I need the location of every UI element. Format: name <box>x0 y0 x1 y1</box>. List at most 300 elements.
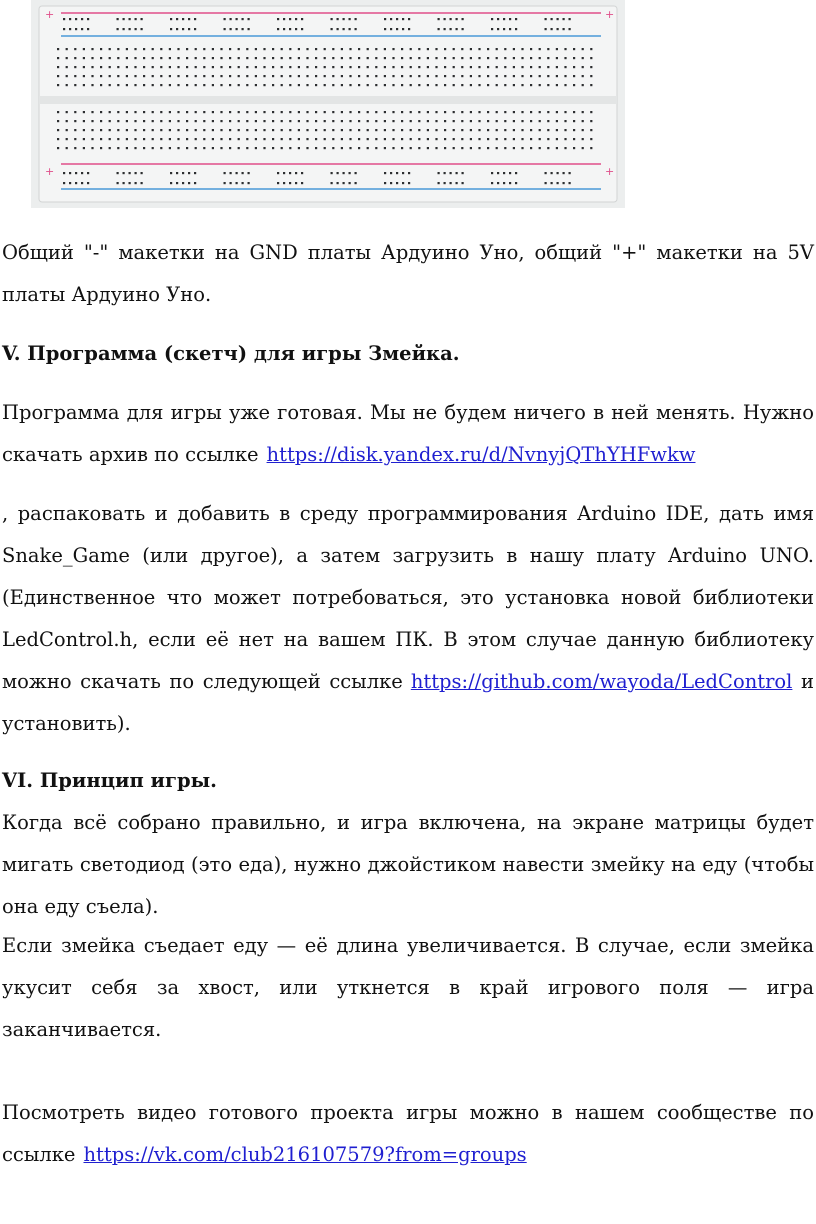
breadboard-hole <box>129 18 131 20</box>
breadboard-hole <box>496 57 498 59</box>
breadboard-hole <box>513 84 515 86</box>
breadboard-hole <box>255 75 257 77</box>
breadboard-hole <box>461 84 463 86</box>
breadboard-hole <box>263 48 265 50</box>
breadboard-hole <box>75 172 77 174</box>
breadboard-hole <box>255 57 257 59</box>
breadboard-hole <box>160 147 162 149</box>
breadboard-hole <box>143 84 145 86</box>
breadboard-hole <box>238 138 240 140</box>
breadboard-hole <box>109 48 111 50</box>
breadboard-hole <box>66 129 68 131</box>
breadboard-hole <box>255 84 257 86</box>
breadboard-hole <box>66 75 68 77</box>
breadboard-hole <box>63 172 65 174</box>
breadboard-hole <box>358 75 360 77</box>
breadboard-hole <box>134 75 136 77</box>
breadboard-hole <box>444 147 446 149</box>
breadboard-hole <box>100 66 102 68</box>
breadboard-hole <box>186 120 188 122</box>
breadboard-hole <box>186 111 188 113</box>
breadboard-hole <box>521 66 523 68</box>
breadboard-hole <box>332 138 334 140</box>
breadboard-hole <box>551 28 553 30</box>
breadboard-hole <box>169 138 171 140</box>
breadboard-hole <box>582 48 584 50</box>
breadboard-hole <box>83 147 85 149</box>
breadboard-hole <box>324 75 326 77</box>
breadboard-hole <box>563 172 565 174</box>
breadboard-hole <box>478 138 480 140</box>
breadboard-hole <box>117 28 119 30</box>
breadboard-hole <box>230 18 232 20</box>
breadboard-hole <box>126 84 128 86</box>
breadboard-hole <box>272 57 274 59</box>
breadboard-hole <box>109 57 111 59</box>
breadboard-hole <box>203 147 205 149</box>
breadboard-hole <box>478 120 480 122</box>
breadboard-hole <box>408 182 410 184</box>
breadboard-hole <box>134 66 136 68</box>
breadboard-hole <box>453 75 455 77</box>
breadboard-hole <box>195 84 197 86</box>
breadboard-hole <box>496 75 498 77</box>
breadboard-hole <box>169 84 171 86</box>
breadboard-hole <box>126 48 128 50</box>
breadboard-hole <box>478 57 480 59</box>
breadboard-hole <box>453 111 455 113</box>
breadboard-hole <box>301 172 303 174</box>
breadboard-hole <box>176 172 178 174</box>
breadboard-hole <box>461 57 463 59</box>
breadboard-hole <box>83 111 85 113</box>
breadboard-hole <box>272 48 274 50</box>
breadboard-hole <box>530 48 532 50</box>
breadboard-hole <box>337 172 339 174</box>
breadboard-hole <box>212 111 214 113</box>
breadboard-hole <box>272 75 274 77</box>
breadboard-hole <box>341 120 343 122</box>
breadboard-hole <box>246 120 248 122</box>
breadboard-hole <box>367 48 369 50</box>
breadboard-hole <box>470 147 472 149</box>
breadboard-hole <box>590 84 592 86</box>
breadboard-hole <box>176 18 178 20</box>
breadboard-hole <box>557 182 559 184</box>
breadboard-hole <box>134 129 136 131</box>
breadboard-hole <box>324 138 326 140</box>
breadboard-hole <box>188 182 190 184</box>
breadboard-hole <box>539 138 541 140</box>
breadboard-hole <box>220 129 222 131</box>
breadboard-hole <box>186 75 188 77</box>
breadboard-hole <box>246 75 248 77</box>
breadboard-hole <box>503 18 505 20</box>
breadboard-hole <box>230 182 232 184</box>
breadboard-hole <box>341 138 343 140</box>
paragraph-install-tail: и установить). <box>2 670 815 735</box>
breadboard-hole <box>255 66 257 68</box>
breadboard-hole <box>117 66 119 68</box>
breadboard-hole <box>392 84 394 86</box>
breadboard-hole <box>220 75 222 77</box>
breadboard-hole <box>100 120 102 122</box>
breadboard-hole <box>74 120 76 122</box>
breadboard-hole <box>195 120 197 122</box>
breadboard-hole <box>375 48 377 50</box>
breadboard-hole <box>194 182 196 184</box>
breadboard-hole <box>246 138 248 140</box>
breadboard-hole <box>435 57 437 59</box>
breadboard-hole <box>358 48 360 50</box>
breadboard-hole <box>390 172 392 174</box>
breadboard-hole <box>315 129 317 131</box>
breadboard-hole <box>438 28 440 30</box>
breadboard-hole <box>590 120 592 122</box>
breadboard-hole <box>444 18 446 20</box>
breadboard-hole <box>57 120 59 122</box>
breadboard-hole <box>143 147 145 149</box>
breadboard-hole <box>456 18 458 20</box>
breadboard-hole <box>444 129 446 131</box>
breadboard-hole <box>556 57 558 59</box>
breadboard-hole <box>229 138 231 140</box>
breadboard-hole <box>238 84 240 86</box>
breadboard-hole <box>263 120 265 122</box>
breadboard-hole <box>152 75 154 77</box>
breadboard-hole <box>461 75 463 77</box>
breadboard-hole <box>83 75 85 77</box>
breadboard-hole <box>272 84 274 86</box>
breadboard-hole <box>195 66 197 68</box>
breadboard-hole <box>530 147 532 149</box>
breadboard-hole <box>91 75 93 77</box>
breadboard-hole <box>281 66 283 68</box>
breadboard-hole <box>229 57 231 59</box>
breadboard-hole <box>81 28 83 30</box>
breadboard-hole <box>515 172 517 174</box>
breadboard-hole <box>418 84 420 86</box>
breadboard-hole <box>487 66 489 68</box>
breadboard-hole <box>281 57 283 59</box>
breadboard-hole <box>521 75 523 77</box>
breadboard-hole <box>341 111 343 113</box>
breadboard-hole <box>367 57 369 59</box>
breadboard-hole <box>410 57 412 59</box>
breadboard-hole <box>497 172 499 174</box>
breadboard-hole <box>453 138 455 140</box>
breadboard-hole <box>186 129 188 131</box>
breadboard-hole <box>117 57 119 59</box>
breadboard-hole <box>513 75 515 77</box>
breadboard-hole <box>83 120 85 122</box>
breadboard-hole <box>324 129 326 131</box>
breadboard-hole <box>556 138 558 140</box>
breadboard-hole <box>134 48 136 50</box>
breadboard-hole <box>143 129 145 131</box>
breadboard-hole <box>402 182 404 184</box>
breadboard-hole <box>444 172 446 174</box>
breadboard-hole <box>461 48 463 50</box>
breadboard-hole <box>129 28 131 30</box>
breadboard-hole <box>177 84 179 86</box>
breadboard-hole <box>551 182 553 184</box>
breadboard-hole <box>496 48 498 50</box>
breadboard-hole <box>573 147 575 149</box>
breadboard-hole <box>281 84 283 86</box>
breadboard-hole <box>590 138 592 140</box>
breadboard-hole <box>295 172 297 174</box>
breadboard-hole <box>461 120 463 122</box>
breadboard-hole <box>331 172 333 174</box>
breadboard-hole <box>91 147 93 149</box>
breadboard-hole <box>427 138 429 140</box>
breadboard-hole <box>384 182 386 184</box>
breadboard-hole <box>69 182 71 184</box>
breadboard-hole <box>564 75 566 77</box>
breadboard-hole <box>298 111 300 113</box>
breadboard-hole <box>281 129 283 131</box>
breadboard-hole <box>435 75 437 77</box>
breadboard-hole <box>212 57 214 59</box>
breadboard-hole <box>229 129 231 131</box>
breadboard-hole <box>521 111 523 113</box>
breadboard-hole <box>509 28 511 30</box>
breadboard-hole <box>182 18 184 20</box>
breadboard-hole <box>564 129 566 131</box>
breadboard-hole <box>427 66 429 68</box>
yandex-disk-link[interactable]: https://disk.yandex.ru/d/NvnyjQThYHFwkw <box>266 443 696 466</box>
center-channel <box>39 96 617 104</box>
breadboard-hole <box>418 147 420 149</box>
breadboard-hole <box>331 182 333 184</box>
breadboard-hole <box>453 147 455 149</box>
breadboard-hole <box>242 172 244 174</box>
breadboard-hole <box>63 28 65 30</box>
breadboard-hole <box>306 75 308 77</box>
breadboard-hole <box>408 28 410 30</box>
breadboard-hole <box>129 182 131 184</box>
breadboard-hole <box>220 138 222 140</box>
breadboard-hole <box>182 28 184 30</box>
breadboard-hole <box>69 172 71 174</box>
breadboard-hole <box>229 84 231 86</box>
breadboard-hole <box>100 48 102 50</box>
breadboard-hole <box>230 172 232 174</box>
breadboard-hole <box>556 66 558 68</box>
breadboard-hole <box>358 111 360 113</box>
breadboard-hole <box>66 57 68 59</box>
breadboard-hole <box>170 182 172 184</box>
github-ledcontrol-link[interactable]: https://github.com/wayoda/LedControl <box>410 670 793 693</box>
breadboard-hole <box>427 147 429 149</box>
breadboard-hole <box>435 84 437 86</box>
breadboard-hole <box>332 84 334 86</box>
breadboard-hole <box>143 138 145 140</box>
breadboard-hole <box>272 120 274 122</box>
breadboard-hole <box>117 138 119 140</box>
breadboard-hole <box>186 66 188 68</box>
breadboard-hole <box>203 120 205 122</box>
breadboard-hole <box>564 57 566 59</box>
breadboard-hole <box>513 138 515 140</box>
breadboard-hole <box>109 120 111 122</box>
breadboard-hole <box>504 111 506 113</box>
breadboard-hole <box>384 57 386 59</box>
breadboard-hole <box>547 84 549 86</box>
section-5-heading <box>2 333 814 375</box>
breadboard-hole <box>530 138 532 140</box>
breadboard-hole <box>521 147 523 149</box>
breadboard-hole <box>418 138 420 140</box>
breadboard-hole <box>315 57 317 59</box>
breadboard-hole <box>315 120 317 122</box>
breadboard-hole <box>590 147 592 149</box>
breadboard-hole <box>281 120 283 122</box>
breadboard-hole <box>569 172 571 174</box>
breadboard-hole <box>100 75 102 77</box>
breadboard-hole <box>224 172 226 174</box>
breadboard-hole <box>242 182 244 184</box>
breadboard-hole <box>277 28 279 30</box>
breadboard-hole <box>141 182 143 184</box>
breadboard-hole <box>272 147 274 149</box>
breadboard-hole <box>496 111 498 113</box>
breadboard-hole <box>74 129 76 131</box>
breadboard-hole <box>358 138 360 140</box>
breadboard-hole <box>160 66 162 68</box>
breadboard-hole <box>396 172 398 174</box>
breadboard-hole <box>160 129 162 131</box>
breadboard-hole <box>427 57 429 59</box>
breadboard-hole <box>117 182 119 184</box>
breadboard-hole <box>57 111 59 113</box>
breadboard-hole <box>126 138 128 140</box>
breadboard-hole <box>515 182 517 184</box>
breadboard-hole <box>390 18 392 20</box>
breadboard-hole <box>367 66 369 68</box>
breadboard-hole <box>349 120 351 122</box>
breadboard-hole <box>324 84 326 86</box>
breadboard-hole <box>66 66 68 68</box>
breadboard-hole <box>255 48 257 50</box>
breadboard-hole <box>392 57 394 59</box>
breadboard-hole <box>324 48 326 50</box>
breadboard-hole <box>444 75 446 77</box>
breadboard-hole <box>462 18 464 20</box>
breadboard-hole <box>109 138 111 140</box>
breadboard-hole <box>545 28 547 30</box>
breadboard-hole <box>57 84 59 86</box>
plus-marker-top-right: + <box>605 8 615 21</box>
breadboard-hole <box>582 120 584 122</box>
breadboard-hole <box>444 48 446 50</box>
breadboard-hole <box>283 182 285 184</box>
plus-marker-top: + <box>45 8 55 21</box>
breadboard-hole <box>515 18 517 20</box>
breadboard-hole <box>590 129 592 131</box>
breadboard-hole <box>513 111 515 113</box>
breadboard-hole <box>358 57 360 59</box>
breadboard-hole <box>152 120 154 122</box>
breadboard-hole <box>487 75 489 77</box>
breadboard-hole <box>444 182 446 184</box>
breadboard-hole <box>123 172 125 174</box>
breadboard-hole <box>100 147 102 149</box>
breadboard-hole <box>410 138 412 140</box>
breadboard-hole <box>141 18 143 20</box>
breadboard-hole <box>134 111 136 113</box>
breadboard-hole <box>427 84 429 86</box>
breadboard-hole <box>289 66 291 68</box>
breadboard-hole <box>355 172 357 174</box>
breadboard-hole <box>341 75 343 77</box>
section-6-title: VI. Принцип игры. <box>2 769 217 792</box>
breadboard-hole <box>453 129 455 131</box>
breadboard-hole <box>143 66 145 68</box>
breadboard-hole <box>74 138 76 140</box>
breadboard-hole <box>487 111 489 113</box>
breadboard-hole <box>401 84 403 86</box>
breadboard-hole <box>418 57 420 59</box>
vk-community-link[interactable]: https://vk.com/club216107579?from=groups <box>83 1143 527 1166</box>
breadboard-hole <box>401 138 403 140</box>
breadboard-hole <box>74 57 76 59</box>
breadboard-hole <box>504 84 506 86</box>
breadboard-illustration <box>31 0 625 208</box>
breadboard-hole <box>401 147 403 149</box>
breadboard-hole <box>281 75 283 77</box>
breadboard-hole <box>569 182 571 184</box>
breadboard-hole <box>358 66 360 68</box>
breadboard-hole <box>238 48 240 50</box>
breadboard-hole <box>539 75 541 77</box>
breadboard-hole <box>355 18 357 20</box>
breadboard-hole <box>590 66 592 68</box>
breadboard-hole <box>563 28 565 30</box>
breadboard-hole <box>117 147 119 149</box>
breadboard-hole <box>530 111 532 113</box>
breadboard-hole <box>410 129 412 131</box>
breadboard-hole <box>375 111 377 113</box>
breadboard-hole <box>590 48 592 50</box>
breadboard-hole <box>470 84 472 86</box>
breadboard-hole <box>487 129 489 131</box>
breadboard-hole <box>212 75 214 77</box>
breadboard-hole <box>444 120 446 122</box>
breadboard-hole <box>530 57 532 59</box>
breadboard-hole <box>248 172 250 174</box>
breadboard-hole <box>57 138 59 140</box>
breadboard-hole <box>569 28 571 30</box>
breadboard-hole <box>582 111 584 113</box>
breadboard-hole <box>444 66 446 68</box>
breadboard-hole <box>246 129 248 131</box>
breadboard-hole <box>87 172 89 174</box>
breadboard-hole <box>134 57 136 59</box>
breadboard-hole <box>539 66 541 68</box>
breadboard-hole <box>355 28 357 30</box>
breadboard-hole <box>392 111 394 113</box>
breadboard-hole <box>456 172 458 174</box>
breadboard-hole <box>236 182 238 184</box>
breadboard-hole <box>367 84 369 86</box>
breadboard-hole <box>135 18 137 20</box>
breadboard-hole <box>69 18 71 20</box>
breadboard-hole <box>315 75 317 77</box>
breadboard-hole <box>195 48 197 50</box>
breadboard-hole <box>220 111 222 113</box>
